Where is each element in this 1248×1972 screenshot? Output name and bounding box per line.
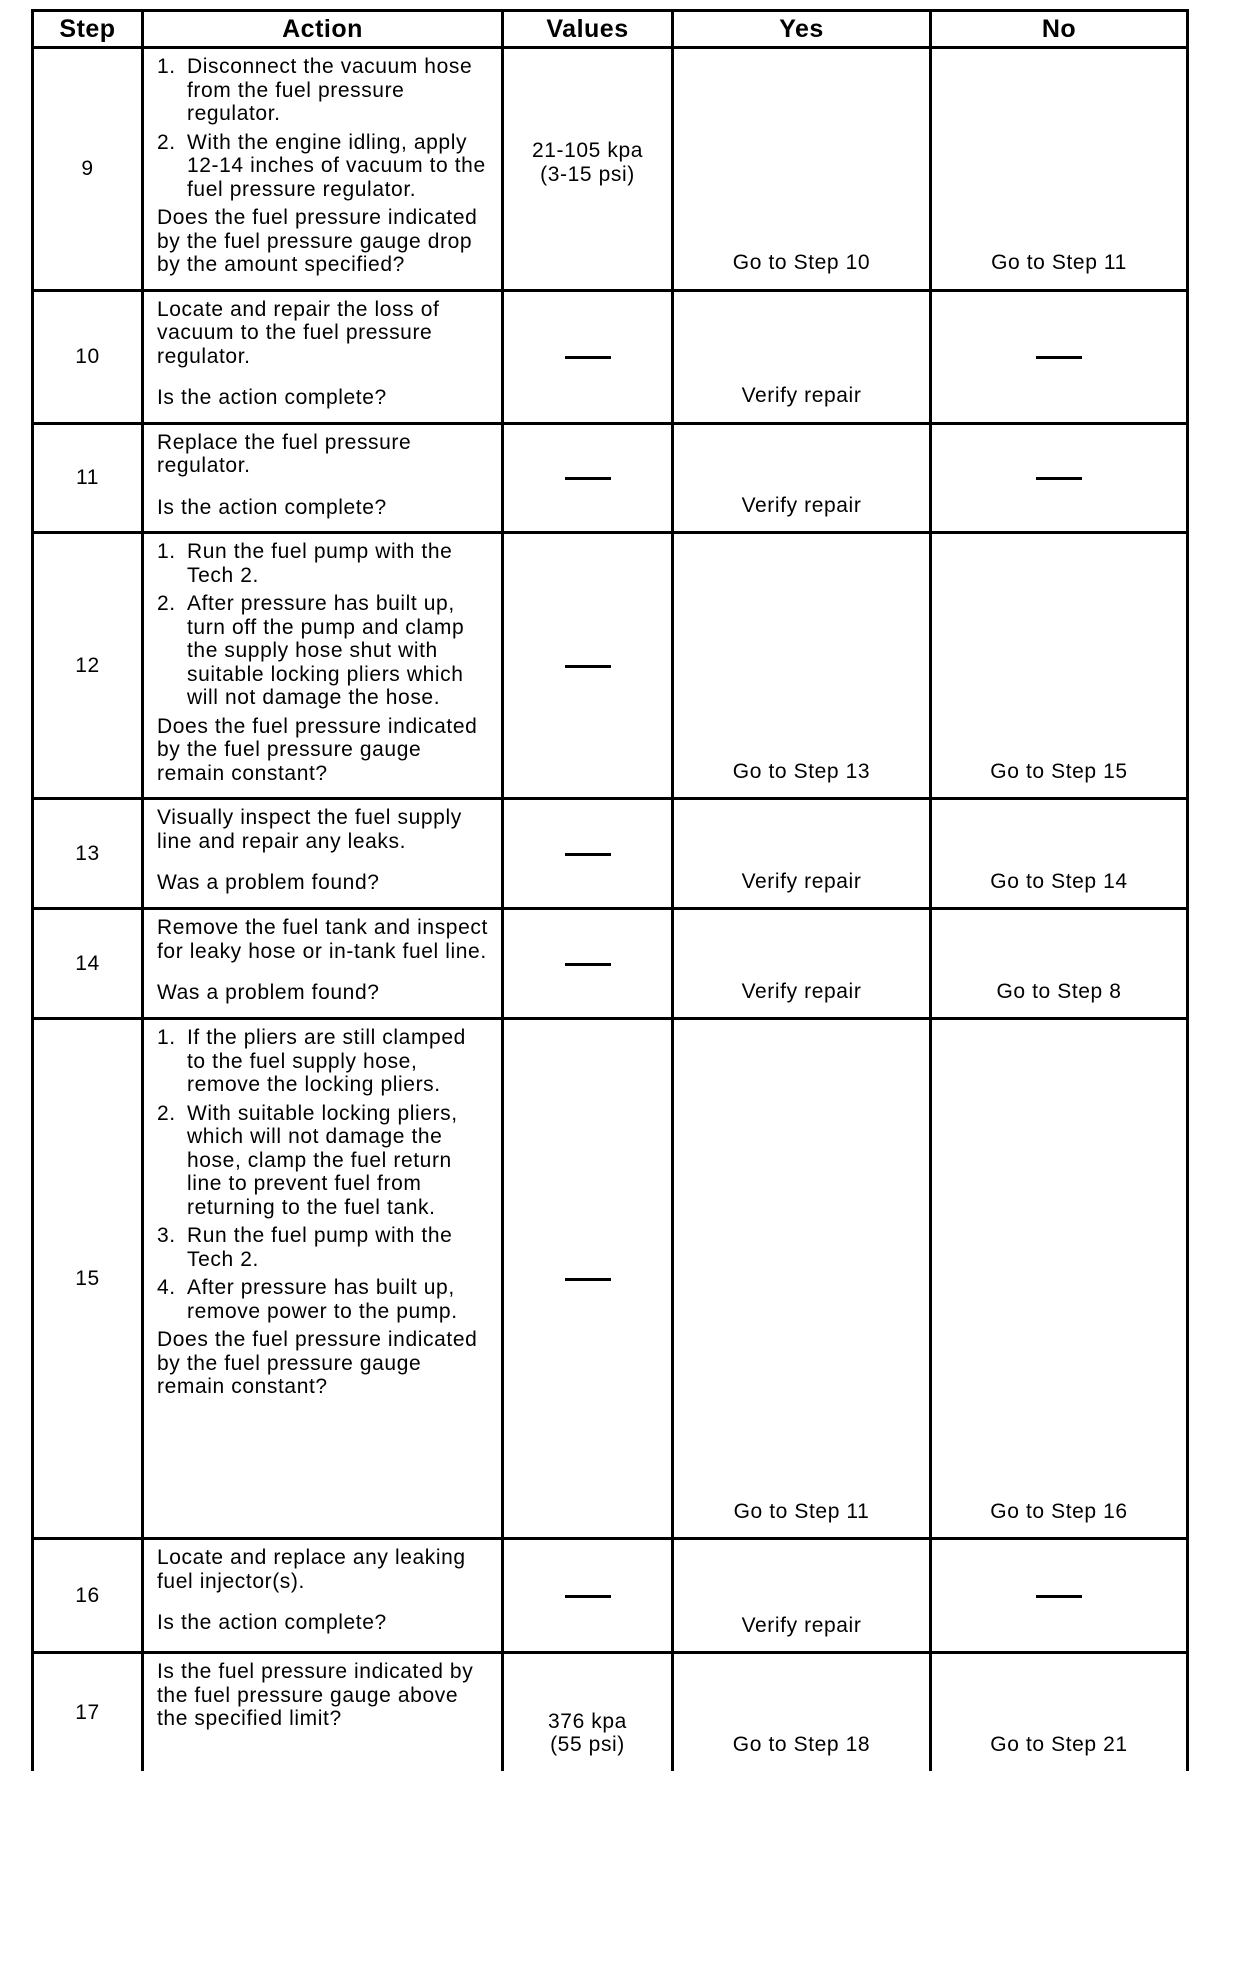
item-text: If the pliers are still clamped to the fuel supply hose, remove the locking pliers. [187,1026,466,1096]
item-number: 3. [157,1224,176,1247]
values-cell [503,48,673,291]
item-text: After pressure has built up, remove power to the pump. [187,1276,458,1323]
action-text: Remove the fuel tank and inspect for leaky hose or in-tank fuel line. [157,916,488,963]
no-cell [931,290,1188,423]
values-cell [503,909,673,1019]
action-question: Was a problem found? [157,871,380,894]
yes-cell: Verify repair [673,909,931,1019]
action-list [157,1026,489,1323]
dash-icon [565,356,611,359]
values-cell [503,1019,673,1539]
action-question: Does the fuel pressure indicated by the fuel pressure gauge remain constant? [157,714,478,785]
action-list-item [157,131,489,202]
step-number: 16 [33,1539,143,1653]
values-cell [503,533,673,799]
header-step: Step [33,11,143,48]
no-cell: Go to Step 11 [931,48,1188,291]
table-row-step-13 [33,799,1188,909]
values-cell [503,799,673,909]
dash-icon [565,477,611,480]
item-number: 2. [157,592,176,615]
dash-icon [565,1278,611,1281]
action-list-item [157,1102,489,1220]
yes-cell: Go to Step 10 [673,48,931,291]
action-question: Is the action complete? [157,495,387,519]
dash-icon [565,665,611,668]
yes-cell: Verify repair [673,799,931,909]
values-cell [503,1539,673,1653]
yes-cell: Go to Step 18 [673,1653,931,1771]
item-number: 1. [157,540,176,563]
values-cell [503,290,673,423]
yes-cell: Go to Step 13 [673,533,931,799]
no-cell: Go to Step 21 [931,1653,1188,1771]
yes-cell: Verify repair [673,423,931,533]
action-cell [143,423,503,533]
dash-icon [565,963,611,966]
action-question: Does the fuel pressure indicated by the fuel pressure gauge drop by the amount specified? [157,206,478,276]
yes-cell: Verify repair [673,290,931,423]
action-question: Is the action complete? [157,386,387,409]
item-number: 2. [157,130,176,154]
action-question: Is the action complete? [157,1611,387,1634]
header-values: Values [503,11,673,48]
no-cell: Go to Step 16 [931,1019,1188,1539]
table-row-step-15 [33,1019,1188,1539]
action-text: Locate and repair the loss of vacuum to the fuel pressure regulator. [157,297,440,368]
item-number: 1. [157,55,176,78]
step-number: 11 [33,423,143,533]
item-number: 2. [157,1101,176,1125]
item-text: Run the fuel pump with the Tech 2. [187,540,453,587]
action-cell [143,48,503,291]
values-cell [503,423,673,533]
action-question: Does the fuel pressure indicated by the fuel pressure gauge remain constant? [157,1328,478,1398]
action-cell [143,533,503,799]
value-imperial: (55 psi) [550,1733,625,1756]
action-cell [143,909,503,1019]
action-question: Was a problem found? [157,981,380,1004]
dash-icon [1036,1595,1082,1598]
item-text: Run the fuel pump with the Tech 2. [187,1224,453,1271]
action-cell [143,290,503,423]
no-cell [931,423,1188,533]
no-cell [931,1539,1188,1653]
dash-icon [1036,477,1082,480]
diagnostic-table-wrapper [31,9,1186,1771]
action-list-item [157,592,489,710]
step-number: 9 [33,48,143,291]
diagnostic-table [31,9,1189,1771]
header-yes: Yes [673,11,931,48]
dash-icon [1036,356,1082,359]
action-cell [143,799,503,909]
action-list [157,55,489,201]
table-row-step-9 [33,48,1188,291]
item-number: 4. [157,1276,176,1299]
action-question: Is the fuel pressure indicated by the fuel pressure gauge above the specified limit? [157,1660,474,1730]
action-text: Visually inspect the fuel supply line and repair any leaks. [157,806,462,853]
action-cell [143,1653,503,1771]
header-no: No [931,11,1188,48]
item-text: After pressure has built up, turn off the pump and clamp the supply hose shut with suitable locking pliers which will not damage the hose. [187,592,465,709]
action-text: Replace the fuel pressure regulator. [157,430,412,477]
action-cell [143,1019,503,1539]
no-cell: Go to Step 15 [931,533,1188,799]
header-action: Action [143,11,503,48]
yes-cell: Go to Step 11 [673,1019,931,1539]
step-number: 17 [33,1653,143,1771]
no-cell: Go to Step 14 [931,799,1188,909]
item-text: With the engine idling, apply 12-14 inches of vacuum to the fuel pressure regulator. [187,130,486,201]
value-imperial: (3-15 psi) [540,162,635,186]
values-cell [503,1653,673,1771]
value-metric: 376 kpa [548,1709,627,1733]
table-row-step-11 [33,423,1188,533]
dash-icon [565,853,611,856]
dash-icon [565,1595,611,1598]
action-list-item [157,1224,489,1271]
action-list-item [157,540,489,587]
value-metric: 21-105 kpa [531,139,644,162]
yes-cell: Verify repair [673,1539,931,1653]
action-list [157,540,489,710]
table-row-step-10 [33,290,1188,423]
step-number: 15 [33,1019,143,1539]
table-row-step-14 [33,909,1188,1019]
step-number: 13 [33,799,143,909]
table-row-step-16 [33,1539,1188,1653]
action-list-item [157,1026,489,1097]
no-cell: Go to Step 8 [931,909,1188,1019]
item-text: With suitable locking pliers, which will not damage the hose, clamp the fuel return line to prevent fuel from returning to the fuel tank. [187,1101,458,1219]
action-list-item [157,1276,489,1323]
action-cell [143,1539,503,1653]
table-row-step-17 [33,1653,1188,1771]
header-row [33,11,1188,48]
step-number: 14 [33,909,143,1019]
action-list-item [157,55,489,126]
table-row-step-12 [33,533,1188,799]
item-text: Disconnect the vacuum hose from the fuel pressure regulator. [187,55,473,125]
action-text: Locate and replace any leaking fuel injector(s). [157,1546,466,1593]
step-number: 12 [33,533,143,799]
item-number: 1. [157,1026,176,1049]
step-number: 10 [33,290,143,423]
